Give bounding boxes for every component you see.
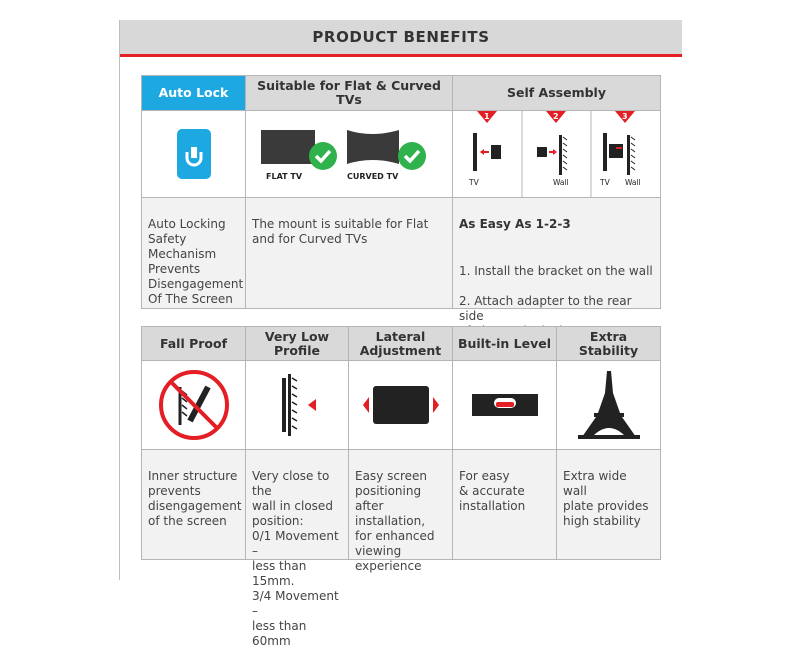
auto-lock-title: Auto Lock bbox=[158, 85, 229, 100]
auto-lock-text: Auto Locking Safety Mechanism Prevents Disengagement Of The Screen bbox=[148, 217, 244, 306]
step-3-badge: 3 bbox=[622, 112, 628, 121]
step-2-wall-label: Wall bbox=[553, 178, 569, 187]
built-in-level-description bbox=[452, 449, 557, 560]
fall-proof-text: Inner structure prevents disengagement of the screen bbox=[148, 469, 242, 528]
flat-curved-title: Suitable for Flat & Curved TVs bbox=[257, 78, 441, 107]
extra-stability-icon-cell bbox=[556, 360, 661, 450]
built-in-level-header bbox=[452, 326, 557, 361]
extra-stability-text: Extra wide wall plate provides high stability bbox=[563, 469, 649, 528]
self-assembly-subtitle: As Easy As 1-2-3 bbox=[459, 217, 571, 231]
lateral-adjustment-header bbox=[348, 326, 453, 361]
self-assembly-title: Self Assembly bbox=[507, 85, 606, 100]
low-profile-text: Very close to the wall in closed position: 0/1 Movement – less than 15mm. 3/4 Movement – less than 60mm bbox=[252, 469, 339, 648]
step-3-tv-label: TV bbox=[600, 178, 610, 187]
low-profile-icon bbox=[272, 370, 322, 440]
built-in-level-text: For easy & accurate installation bbox=[459, 469, 526, 513]
fall-proof-icon-cell bbox=[141, 360, 246, 450]
low-profile-icon-cell bbox=[245, 360, 349, 450]
assembly-icon-cell bbox=[452, 110, 661, 198]
extra-stability-header bbox=[556, 326, 661, 361]
lateral-adjustment-title: Lateral Adjustment bbox=[359, 328, 442, 358]
built-in-level-title: Built-in Level bbox=[457, 335, 552, 351]
low-profile-header bbox=[245, 326, 349, 361]
product-benefits-sheet bbox=[119, 20, 682, 648]
step-1-badge: 1 bbox=[484, 112, 490, 121]
step-3-wall-label: Wall bbox=[625, 178, 641, 187]
lateral-adjustment-icon bbox=[361, 380, 441, 430]
flat-curved-description bbox=[245, 197, 453, 309]
built-in-level-icon-cell bbox=[452, 360, 557, 450]
fall-proof-title: Fall Proof bbox=[159, 335, 228, 351]
lateral-adjustment-description bbox=[348, 449, 453, 573]
fall-proof-header bbox=[141, 326, 246, 361]
low-profile-title: Very Low Profile bbox=[264, 328, 330, 358]
page-title: PRODUCT BENEFITS bbox=[312, 28, 490, 46]
spirit-level-icon bbox=[470, 390, 540, 420]
extra-stability-title: Extra Stability bbox=[578, 328, 639, 358]
self-assembly-header bbox=[452, 75, 661, 111]
curved-tv-label: CURVED TV bbox=[347, 172, 399, 181]
auto-lock-icon bbox=[174, 126, 214, 182]
flat-curved-tv-icon bbox=[259, 124, 439, 184]
step-2-badge: 2 bbox=[553, 112, 559, 121]
flat-curved-icon-cell bbox=[245, 110, 453, 198]
flat-tv-label: FLAT TV bbox=[266, 172, 303, 181]
flat-curved-text: The mount is suitable for Flat and for Curved TVs bbox=[252, 217, 429, 246]
assembly-steps-icon bbox=[453, 111, 660, 197]
low-profile-description bbox=[245, 449, 349, 648]
step-1-tv-label: TV bbox=[469, 178, 479, 187]
fall-proof-description bbox=[141, 449, 246, 560]
lateral-adjustment-icon-cell bbox=[348, 360, 453, 450]
title-bar bbox=[120, 20, 682, 57]
extra-stability-description bbox=[556, 449, 661, 560]
lateral-adjustment-text: Easy screen positioning after installation, for enhanced viewing experience bbox=[355, 469, 435, 573]
self-assembly-description bbox=[452, 197, 661, 323]
auto-lock-icon-cell bbox=[141, 110, 246, 198]
auto-lock-description bbox=[141, 197, 246, 309]
fall-proof-icon bbox=[156, 367, 232, 443]
assembly-step-2: 2. Attach adapter to the rear side bbox=[459, 294, 632, 323]
flat-curved-header bbox=[245, 75, 453, 111]
assembly-step-1: 1. Install the bracket on the wall bbox=[459, 264, 653, 278]
auto-lock-header bbox=[141, 75, 246, 111]
eiffel-tower-icon bbox=[576, 369, 642, 441]
